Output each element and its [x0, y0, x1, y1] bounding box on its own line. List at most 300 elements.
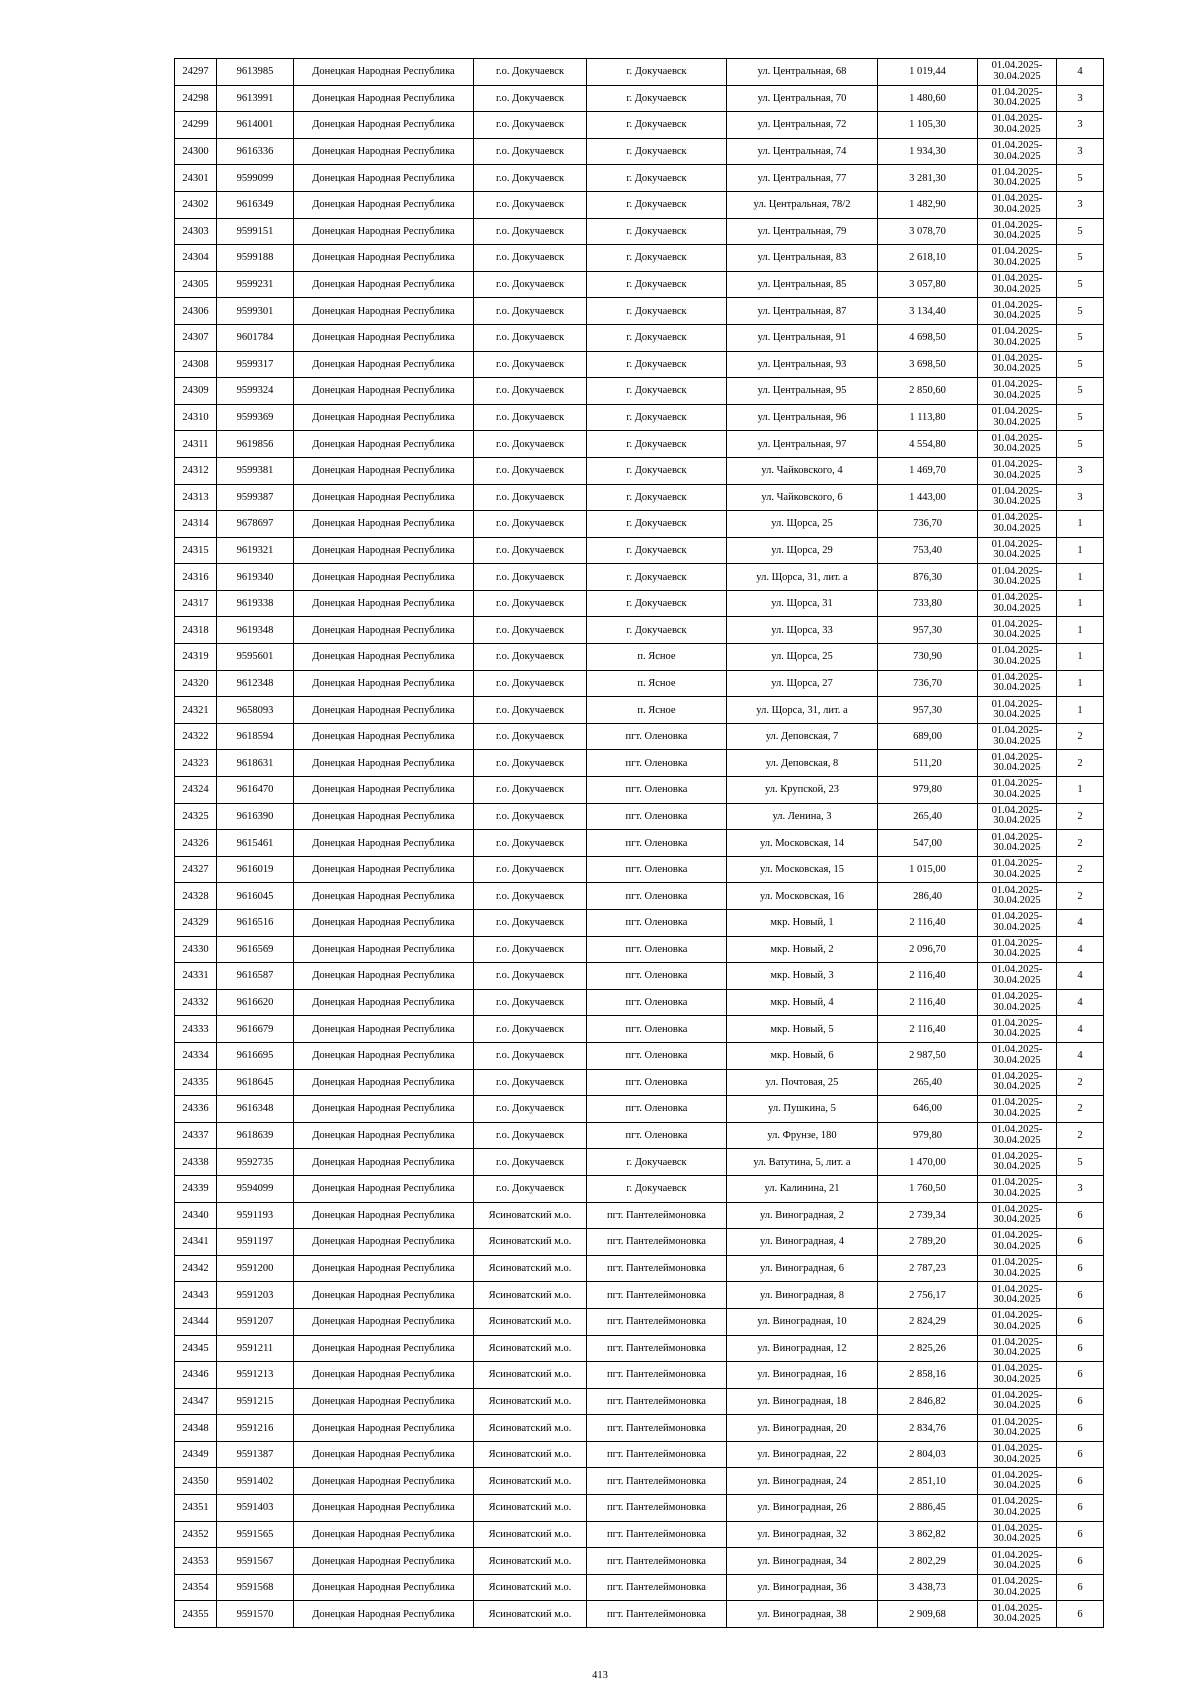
municipality-cell: г.о. Докучаевск	[474, 1016, 587, 1043]
period-cell	[978, 378, 1057, 405]
row-index-cell: 24301	[175, 165, 217, 192]
page-number: 413	[592, 1670, 608, 1681]
region-cell: Донецкая Народная Республика	[294, 271, 474, 298]
table-row	[175, 989, 1104, 1016]
address-cell: ул. Ленина, 3	[727, 803, 878, 830]
table-row	[175, 271, 1104, 298]
region-cell: Донецкая Народная Республика	[294, 670, 474, 697]
row-index-cell: 24299	[175, 112, 217, 139]
settlement-cell: пгт. Пантелеймоновка	[587, 1521, 727, 1548]
address-cell: ул. Виноградная, 20	[727, 1415, 878, 1442]
floors-cell: 6	[1057, 1308, 1104, 1335]
municipality-cell: Ясиноватский м.о.	[474, 1521, 587, 1548]
address-cell: ул. Щорса, 31	[727, 590, 878, 617]
row-index-cell: 24346	[175, 1362, 217, 1389]
row-index-cell: 24306	[175, 298, 217, 325]
municipality-cell: г.о. Докучаевск	[474, 218, 587, 245]
period-cell	[978, 777, 1057, 804]
settlement-cell: г. Докучаевск	[587, 271, 727, 298]
period-cell	[978, 963, 1057, 990]
row-index-cell: 24310	[175, 404, 217, 431]
region-cell: Донецкая Народная Республика	[294, 351, 474, 378]
table-row	[175, 936, 1104, 963]
registry-table	[174, 58, 1104, 1628]
region-cell: Донецкая Народная Республика	[294, 1601, 474, 1628]
table-row	[175, 1362, 1104, 1389]
object-code-cell: 9591197	[217, 1229, 294, 1256]
table-row	[175, 1495, 1104, 1522]
municipality-cell: г.о. Докучаевск	[474, 537, 587, 564]
area-cell: 4 554,80	[878, 431, 978, 458]
settlement-cell: пгт. Оленовка	[587, 856, 727, 883]
floors-cell: 1	[1057, 777, 1104, 804]
table-row	[175, 723, 1104, 750]
row-index-cell: 24305	[175, 271, 217, 298]
municipality-cell: Ясиноватский м.о.	[474, 1229, 587, 1256]
floors-cell: 6	[1057, 1362, 1104, 1389]
area-cell: 2 802,29	[878, 1548, 978, 1575]
period-cell	[978, 883, 1057, 910]
table-row	[175, 1255, 1104, 1282]
municipality-cell: Ясиноватский м.о.	[474, 1282, 587, 1309]
object-code-cell: 9599381	[217, 457, 294, 484]
table-row	[175, 1175, 1104, 1202]
row-index-cell: 24316	[175, 564, 217, 591]
floors-cell: 6	[1057, 1388, 1104, 1415]
table-row	[175, 351, 1104, 378]
region-cell: Донецкая Народная Республика	[294, 85, 474, 112]
address-cell: ул. Деповская, 7	[727, 723, 878, 750]
table-row	[175, 644, 1104, 671]
settlement-cell: г. Докучаевск	[587, 85, 727, 112]
period-cell	[978, 1415, 1057, 1442]
object-code-cell: 9601784	[217, 324, 294, 351]
municipality-cell: г.о. Докучаевск	[474, 431, 587, 458]
address-cell: ул. Виноградная, 8	[727, 1282, 878, 1309]
period-cell	[978, 1255, 1057, 1282]
object-code-cell: 9591568	[217, 1574, 294, 1601]
period-end: 30.04.2025	[993, 496, 1041, 508]
period-start: 01.04.2025-	[991, 698, 1043, 710]
floors-cell: 5	[1057, 1149, 1104, 1176]
period-cell	[978, 564, 1057, 591]
region-cell: Донецкая Народная Республика	[294, 324, 474, 351]
settlement-cell: г. Докучаевск	[587, 511, 727, 538]
address-cell: ул. Центральная, 97	[727, 431, 878, 458]
period-start: 01.04.2025-	[991, 1522, 1043, 1534]
address-cell: ул. Центральная, 87	[727, 298, 878, 325]
period-end: 30.04.2025	[993, 1107, 1041, 1119]
period-cell	[978, 165, 1057, 192]
period-start: 01.04.2025-	[991, 86, 1043, 98]
area-cell: 2 116,40	[878, 963, 978, 990]
floors-cell: 6	[1057, 1601, 1104, 1628]
row-index-cell: 24336	[175, 1096, 217, 1123]
municipality-cell: г.о. Докучаевск	[474, 830, 587, 857]
address-cell: ул. Центральная, 68	[727, 59, 878, 86]
table-row	[175, 1601, 1104, 1628]
period-end: 30.04.2025	[993, 868, 1041, 880]
period-cell	[978, 457, 1057, 484]
address-cell: ул. Виноградная, 4	[727, 1229, 878, 1256]
floors-cell: 2	[1057, 830, 1104, 857]
floors-cell: 3	[1057, 85, 1104, 112]
object-code-cell: 9591211	[217, 1335, 294, 1362]
period-cell	[978, 271, 1057, 298]
area-cell: 2 834,76	[878, 1415, 978, 1442]
region-cell: Донецкая Народная Республика	[294, 165, 474, 192]
region-cell: Донецкая Народная Республика	[294, 1122, 474, 1149]
period-cell	[978, 1122, 1057, 1149]
area-cell: 4 698,50	[878, 324, 978, 351]
period-end: 30.04.2025	[993, 549, 1041, 561]
settlement-cell: г. Докучаевск	[587, 245, 727, 272]
floors-cell: 2	[1057, 803, 1104, 830]
floors-cell: 4	[1057, 59, 1104, 86]
period-end: 30.04.2025	[993, 1533, 1041, 1545]
region-cell: Донецкая Народная Республика	[294, 1202, 474, 1229]
floors-cell: 2	[1057, 1069, 1104, 1096]
object-code-cell: 9599317	[217, 351, 294, 378]
municipality-cell: г.о. Докучаевск	[474, 910, 587, 937]
floors-cell: 6	[1057, 1202, 1104, 1229]
period-cell	[978, 1282, 1057, 1309]
period-end: 30.04.2025	[993, 815, 1041, 827]
municipality-cell: г.о. Докучаевск	[474, 112, 587, 139]
row-index-cell: 24349	[175, 1441, 217, 1468]
period-cell	[978, 750, 1057, 777]
area-cell: 733,80	[878, 590, 978, 617]
table-row	[175, 431, 1104, 458]
period-cell	[978, 245, 1057, 272]
period-end: 30.04.2025	[993, 336, 1041, 348]
table-row	[175, 404, 1104, 431]
floors-cell: 1	[1057, 617, 1104, 644]
period-end: 30.04.2025	[993, 842, 1041, 854]
area-cell: 1 482,90	[878, 191, 978, 218]
period-cell	[978, 1096, 1057, 1123]
period-end: 30.04.2025	[993, 1028, 1041, 1040]
region-cell: Донецкая Народная Республика	[294, 457, 474, 484]
object-code-cell: 9616349	[217, 191, 294, 218]
period-cell	[978, 856, 1057, 883]
address-cell: ул. Центральная, 85	[727, 271, 878, 298]
period-cell	[978, 1388, 1057, 1415]
settlement-cell: пгт. Пантелеймоновка	[587, 1495, 727, 1522]
address-cell: ул. Виноградная, 24	[727, 1468, 878, 1495]
settlement-cell: пгт. Пантелеймоновка	[587, 1388, 727, 1415]
area-cell: 3 057,80	[878, 271, 978, 298]
area-cell: 736,70	[878, 670, 978, 697]
region-cell: Донецкая Народная Республика	[294, 1149, 474, 1176]
address-cell: ул. Щорса, 25	[727, 644, 878, 671]
municipality-cell: г.о. Докучаевск	[474, 856, 587, 883]
period-start: 01.04.2025-	[991, 911, 1043, 923]
region-cell: Донецкая Народная Республика	[294, 1521, 474, 1548]
floors-cell: 6	[1057, 1574, 1104, 1601]
row-index-cell: 24335	[175, 1069, 217, 1096]
period-start: 01.04.2025-	[991, 831, 1043, 843]
period-end: 30.04.2025	[993, 310, 1041, 322]
object-code-cell: 9591216	[217, 1415, 294, 1442]
period-end: 30.04.2025	[993, 1400, 1041, 1412]
object-code-cell: 9658093	[217, 697, 294, 724]
settlement-cell: г. Докучаевск	[587, 404, 727, 431]
floors-cell: 1	[1057, 590, 1104, 617]
period-end: 30.04.2025	[993, 389, 1041, 401]
table-row	[175, 1574, 1104, 1601]
address-cell: ул. Центральная, 95	[727, 378, 878, 405]
table-row	[175, 883, 1104, 910]
object-code-cell: 9615461	[217, 830, 294, 857]
table-row	[175, 218, 1104, 245]
floors-cell: 4	[1057, 936, 1104, 963]
settlement-cell: пгт. Пантелеймоновка	[587, 1468, 727, 1495]
area-cell: 3 134,40	[878, 298, 978, 325]
area-cell: 1 105,30	[878, 112, 978, 139]
floors-cell: 5	[1057, 351, 1104, 378]
table-row	[175, 378, 1104, 405]
row-index-cell: 24348	[175, 1415, 217, 1442]
object-code-cell: 9591213	[217, 1362, 294, 1389]
region-cell: Донецкая Народная Республика	[294, 590, 474, 617]
table-row	[175, 1122, 1104, 1149]
table-row	[175, 670, 1104, 697]
period-start: 01.04.2025-	[991, 937, 1043, 949]
period-end: 30.04.2025	[993, 469, 1041, 481]
address-cell: ул. Московская, 14	[727, 830, 878, 857]
settlement-cell: пгт. Пантелеймоновка	[587, 1601, 727, 1628]
municipality-cell: Ясиноватский м.о.	[474, 1441, 587, 1468]
period-cell	[978, 697, 1057, 724]
period-start: 01.04.2025-	[991, 1310, 1043, 1322]
period-start: 01.04.2025-	[991, 1203, 1043, 1215]
municipality-cell: г.о. Докучаевск	[474, 936, 587, 963]
period-end: 30.04.2025	[993, 123, 1041, 135]
period-cell	[978, 1016, 1057, 1043]
settlement-cell: пгт. Оленовка	[587, 1016, 727, 1043]
municipality-cell: г.о. Докучаевск	[474, 617, 587, 644]
object-code-cell: 9616348	[217, 1096, 294, 1123]
period-end: 30.04.2025	[993, 70, 1041, 82]
object-code-cell: 9678697	[217, 511, 294, 538]
settlement-cell: пгт. Оленовка	[587, 1122, 727, 1149]
object-code-cell: 9618594	[217, 723, 294, 750]
floors-cell: 6	[1057, 1282, 1104, 1309]
municipality-cell: г.о. Докучаевск	[474, 351, 587, 378]
period-end: 30.04.2025	[993, 1560, 1041, 1572]
municipality-cell: г.о. Докучаевск	[474, 1096, 587, 1123]
period-start: 01.04.2025-	[991, 273, 1043, 285]
table-row	[175, 511, 1104, 538]
region-cell: Донецкая Народная Республика	[294, 644, 474, 671]
address-cell: ул. Центральная, 93	[727, 351, 878, 378]
period-cell	[978, 298, 1057, 325]
address-cell: мкр. Новый, 6	[727, 1042, 878, 1069]
area-cell: 2 739,34	[878, 1202, 978, 1229]
address-cell: ул. Виноградная, 6	[727, 1255, 878, 1282]
period-start: 01.04.2025-	[991, 964, 1043, 976]
period-end: 30.04.2025	[993, 1081, 1041, 1093]
floors-cell: 4	[1057, 963, 1104, 990]
area-cell: 2 851,10	[878, 1468, 978, 1495]
area-cell: 511,20	[878, 750, 978, 777]
address-cell: ул. Чайковского, 6	[727, 484, 878, 511]
row-index-cell: 24329	[175, 910, 217, 937]
region-cell: Донецкая Народная Республика	[294, 750, 474, 777]
period-end: 30.04.2025	[993, 974, 1041, 986]
row-index-cell: 24351	[175, 1495, 217, 1522]
floors-cell: 5	[1057, 245, 1104, 272]
floors-cell: 3	[1057, 484, 1104, 511]
table-row	[175, 59, 1104, 86]
period-end: 30.04.2025	[993, 1347, 1041, 1359]
table-row	[175, 750, 1104, 777]
period-start: 01.04.2025-	[991, 1416, 1043, 1428]
row-index-cell: 24338	[175, 1149, 217, 1176]
municipality-cell: г.о. Докучаевск	[474, 1149, 587, 1176]
region-cell: Донецкая Народная Республика	[294, 484, 474, 511]
address-cell: ул. Виноградная, 10	[727, 1308, 878, 1335]
settlement-cell: п. Ясное	[587, 670, 727, 697]
municipality-cell: г.о. Докучаевск	[474, 404, 587, 431]
municipality-cell: Ясиноватский м.о.	[474, 1601, 587, 1628]
area-cell: 2 825,26	[878, 1335, 978, 1362]
address-cell: ул. Фрунзе, 180	[727, 1122, 878, 1149]
floors-cell: 4	[1057, 1016, 1104, 1043]
municipality-cell: г.о. Докучаевск	[474, 245, 587, 272]
floors-cell: 3	[1057, 457, 1104, 484]
period-cell	[978, 1362, 1057, 1389]
floors-cell: 1	[1057, 644, 1104, 671]
table-row	[175, 963, 1104, 990]
row-index-cell: 24339	[175, 1175, 217, 1202]
region-cell: Донецкая Народная Республика	[294, 59, 474, 86]
table-row	[175, 324, 1104, 351]
object-code-cell: 9599151	[217, 218, 294, 245]
period-end: 30.04.2025	[993, 203, 1041, 215]
settlement-cell: пгт. Оленовка	[587, 963, 727, 990]
object-code-cell: 9619856	[217, 431, 294, 458]
area-cell: 2 846,82	[878, 1388, 978, 1415]
settlement-cell: г. Докучаевск	[587, 431, 727, 458]
settlement-cell: г. Докучаевск	[587, 1175, 727, 1202]
municipality-cell: г.о. Докучаевск	[474, 883, 587, 910]
area-cell: 957,30	[878, 617, 978, 644]
period-start: 01.04.2025-	[991, 991, 1043, 1003]
floors-cell: 3	[1057, 191, 1104, 218]
period-cell	[978, 910, 1057, 937]
area-cell: 1 480,60	[878, 85, 978, 112]
municipality-cell: г.о. Докучаевск	[474, 1042, 587, 1069]
address-cell: ул. Щорса, 31, лит. а	[727, 564, 878, 591]
row-index-cell: 24327	[175, 856, 217, 883]
region-cell: Донецкая Народная Республика	[294, 856, 474, 883]
area-cell: 2 858,16	[878, 1362, 978, 1389]
address-cell: ул. Щорса, 27	[727, 670, 878, 697]
settlement-cell: пгт. Оленовка	[587, 1096, 727, 1123]
period-cell	[978, 537, 1057, 564]
row-index-cell: 24312	[175, 457, 217, 484]
settlement-cell: пгт. Пантелеймоновка	[587, 1282, 727, 1309]
period-start: 01.04.2025-	[991, 246, 1043, 258]
settlement-cell: пгт. Пантелеймоновка	[587, 1362, 727, 1389]
period-end: 30.04.2025	[993, 230, 1041, 242]
period-end: 30.04.2025	[993, 1240, 1041, 1252]
settlement-cell: г. Докучаевск	[587, 590, 727, 617]
period-end: 30.04.2025	[993, 150, 1041, 162]
region-cell: Донецкая Народная Республика	[294, 218, 474, 245]
period-end: 30.04.2025	[993, 1161, 1041, 1173]
period-end: 30.04.2025	[993, 762, 1041, 774]
table-row	[175, 1229, 1104, 1256]
period-cell	[978, 484, 1057, 511]
table-row	[175, 1069, 1104, 1096]
row-index-cell: 24332	[175, 989, 217, 1016]
settlement-cell: пгт. Оленовка	[587, 936, 727, 963]
period-cell	[978, 138, 1057, 165]
area-cell: 3 698,50	[878, 351, 978, 378]
address-cell: ул. Виноградная, 2	[727, 1202, 878, 1229]
row-index-cell: 24319	[175, 644, 217, 671]
period-cell	[978, 1335, 1057, 1362]
period-cell	[978, 324, 1057, 351]
address-cell: ул. Центральная, 72	[727, 112, 878, 139]
address-cell: ул. Центральная, 74	[727, 138, 878, 165]
region-cell: Донецкая Народная Республика	[294, 936, 474, 963]
municipality-cell: г.о. Докучаевск	[474, 484, 587, 511]
row-index-cell: 24333	[175, 1016, 217, 1043]
period-end: 30.04.2025	[993, 1134, 1041, 1146]
object-code-cell: 9616336	[217, 138, 294, 165]
table-row	[175, 112, 1104, 139]
row-index-cell: 24303	[175, 218, 217, 245]
settlement-cell: пгт. Оленовка	[587, 777, 727, 804]
object-code-cell: 9616679	[217, 1016, 294, 1043]
floors-cell: 6	[1057, 1468, 1104, 1495]
period-start: 01.04.2025-	[991, 1150, 1043, 1162]
period-cell	[978, 1149, 1057, 1176]
settlement-cell: г. Докучаевск	[587, 1149, 727, 1176]
area-cell: 730,90	[878, 644, 978, 671]
address-cell: ул. Московская, 15	[727, 856, 878, 883]
object-code-cell: 9594099	[217, 1175, 294, 1202]
address-cell: ул. Центральная, 83	[727, 245, 878, 272]
municipality-cell: г.о. Докучаевск	[474, 697, 587, 724]
settlement-cell: г. Докучаевск	[587, 191, 727, 218]
period-start: 01.04.2025-	[991, 1363, 1043, 1375]
period-cell	[978, 803, 1057, 830]
period-end: 30.04.2025	[993, 655, 1041, 667]
address-cell: ул. Центральная, 77	[727, 165, 878, 192]
municipality-cell: г.о. Докучаевск	[474, 723, 587, 750]
settlement-cell: г. Докучаевск	[587, 112, 727, 139]
floors-cell: 6	[1057, 1229, 1104, 1256]
period-start: 01.04.2025-	[991, 1602, 1043, 1614]
object-code-cell: 9616695	[217, 1042, 294, 1069]
period-start: 01.04.2025-	[991, 352, 1043, 364]
period-start: 01.04.2025-	[991, 1469, 1043, 1481]
period-start: 01.04.2025-	[991, 1576, 1043, 1588]
municipality-cell: г.о. Докучаевск	[474, 1069, 587, 1096]
period-end: 30.04.2025	[993, 177, 1041, 189]
floors-cell: 5	[1057, 378, 1104, 405]
table-row	[175, 1548, 1104, 1575]
object-code-cell: 9595601	[217, 644, 294, 671]
settlement-cell: пгт. Оленовка	[587, 1042, 727, 1069]
row-index-cell: 24337	[175, 1122, 217, 1149]
object-code-cell: 9618631	[217, 750, 294, 777]
